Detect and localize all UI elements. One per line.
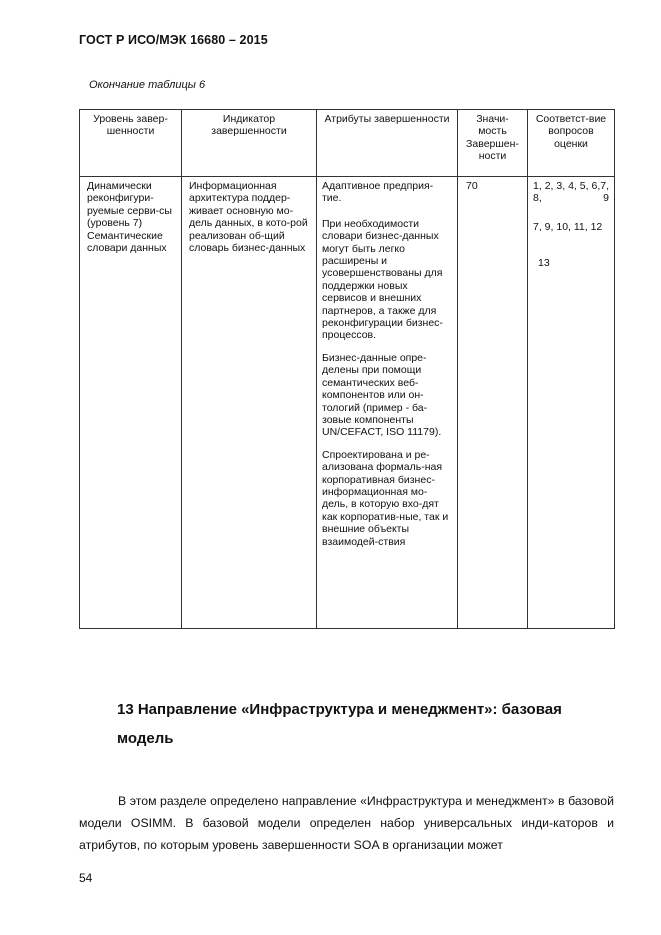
attribute-text: При необходимости словари бизнес-данных могут быть легко расширены и усовершенствованы для поддержки новых сервисов и внешних партнеров, а также для реконфигурации бизнес-процессов. <box>322 217 443 342</box>
header-significance: Значи-мость Завершен-ности <box>458 110 528 177</box>
header-attributes: Атрибуты завершенности <box>317 110 458 177</box>
table-row <box>80 177 615 629</box>
cell-level: Динамически реконфигури-руемые серви-сы (уровень 7) Семантические словари данных <box>80 177 182 629</box>
table-header-row <box>80 110 615 177</box>
question-refs: 13 <box>538 257 550 270</box>
question-refs: 7, 9, 10, 11, 12 <box>533 220 603 233</box>
page-number: 54 <box>79 871 93 885</box>
question-refs: 1, 2, 3, 4, 5, 6,7, 8, 9 <box>533 180 609 205</box>
header-indicator: Индикатор завершенности <box>182 110 317 177</box>
maturity-table <box>79 109 615 629</box>
attribute-text: Адаптивное предприя-тие. <box>322 180 434 205</box>
cell-significance: 70 <box>458 177 528 629</box>
header-level: Уровень завер-шенности <box>80 110 182 177</box>
section-title: 13 Направление «Инфраструктура и менеджмент»: базовая модель <box>117 701 562 747</box>
table-caption: Окончание таблицы 6 <box>89 79 206 91</box>
cell-attributes <box>317 177 458 629</box>
header-questions: Соответст-вие вопросов оценки <box>528 110 615 177</box>
attribute-text: Спроектирована и ре-ализована формаль-ная корпоративная бизнес-информационная мо-дель, в которую вхо-дят как корпоратив-ные, так и внешние объекты взаимодей-ствия <box>322 448 449 548</box>
body-paragraph: В этом разделе определено направление «Инфраструктура и менеджмент» в базовой модели OSIMM. В базовой модели определен набор универсальных инди-каторов и атрибутов, по которым уровень завершенности SOA в организации может <box>79 794 614 852</box>
document-header: ГОСТ Р ИСО/МЭК 16680 – 2015 <box>79 33 268 47</box>
attribute-text: Бизнес-данные опре-делены при помощи семантических веб-компонентов или он-тологий (пример - ба-зовые компоненты UN/CEFACT, ISO 11179). <box>322 351 442 439</box>
cell-indicator: Информационная архитектура поддер-живает основную мо-дель данных, в кото-рой реализован об-щий словарь бизнес-данных <box>182 177 317 629</box>
cell-questions <box>528 177 615 629</box>
